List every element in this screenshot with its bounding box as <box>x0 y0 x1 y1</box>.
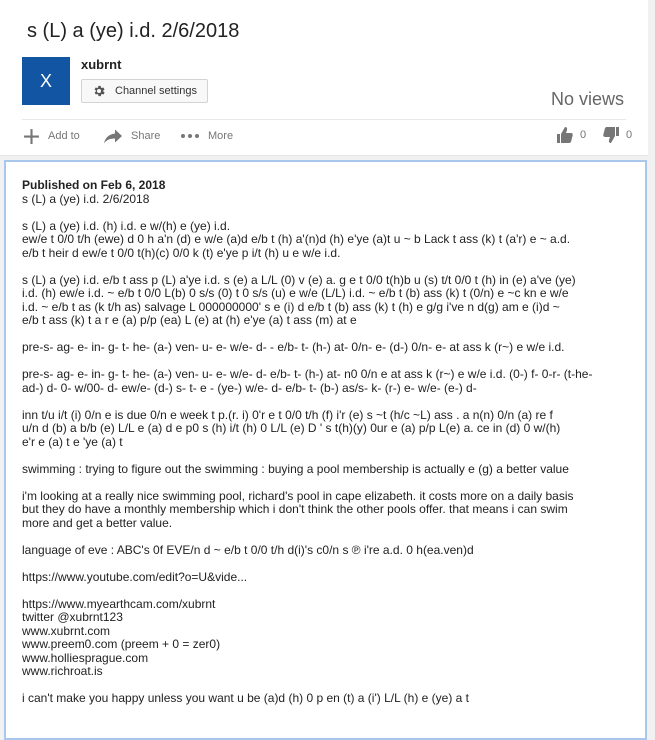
share-label: Share <box>131 130 161 142</box>
add-to-button[interactable] <box>23 127 80 145</box>
plus-icon <box>23 128 40 145</box>
published-date: Published on Feb 6, 2018 <box>22 178 166 192</box>
description-body <box>22 179 632 719</box>
links-list[interactable]: https://www.myearthcam.com/xubrnt twitter @xubrnt123 www.xubrnt.com www.preem0.com (preem + 0 = zer0) www.holliesprague.com www.richroat.is <box>22 596 221 678</box>
description-paragraph: inn t/u i/t (i) 0/n e is due 0/n e week t p.(r. i) 0'r e t 0/0 t/h (f) i'r (e) s ~t (h/c ~L) ass . a n(n) 0/n (a) re f u/n d (b) a b/b (e) L/L e (a) d e p0 s (h) i/t (h) 0 L/L (e) D ' s t(h)(y) 0ur e (a) p/p L(e) a. ce in (d) 0 w/(h) e'r e (a) t e 'ye (a) t <box>22 407 561 449</box>
like-button[interactable] <box>556 126 586 144</box>
description-paragraph: pre-s- ag- e- in- g- t- he- (a-) ven- u- e- w/e- d- e/b- t- (h-) at- n0 0/n e at ass k (r~) e w/e i.d. (0-) f- 0-r- (t-he- ad-) d- 0- w/00- d- ew/e- (d-) s- t- e - (ye-) w/e- d- e/b- t- (b-) as/s- k- (r-) e- w/e- (e-) d- <box>22 367 593 395</box>
channel-avatar[interactable]: X <box>22 57 70 105</box>
view-count: No views <box>550 89 624 109</box>
description-paragraph: language of eve : ABC's 0f EVE/n d ~ e/b t 0/0 t/h d(i)'s c0/n s ℗ i're a.d. 0 h(ea.ven)d <box>22 542 474 557</box>
like-count: 0 <box>580 129 587 141</box>
description-paragraph: s (L) a (ye) i.d. (h) i.d. e w/(h) e (ye) i.d. ew/e t 0/0 t/h (ewe) d 0 h a'n (d) e w/e (a)d e/b t (h) a'(n)d (h) e'ye (a)t u ~ b Lack t ass (k) t (a'r) e ~ a.d. e/b t heir d ew/e t 0/0 t(h)(c) 0/0 k (t) e'ye p i/t (h) u e w/e i.d. <box>22 218 571 260</box>
channel-name[interactable]: xubrnt <box>81 57 122 72</box>
more-label: More <box>208 130 234 142</box>
thumbs-down-icon <box>602 126 620 144</box>
thumbs-up-icon <box>556 126 574 144</box>
video-header <box>0 0 648 156</box>
gear-icon <box>92 84 106 98</box>
share-icon <box>103 128 123 145</box>
youtube-link[interactable]: https://www.youtube.com/edit?o=U&vide... <box>22 569 248 584</box>
description-paragraph: i can't make you happy unless you want u be (a)d (h) 0 p en (t) a (i') L/L (h) e (ye) a t <box>22 691 470 705</box>
description-paragraph: swimming : trying to figure out the swimming : buying a pool membership is actually e (g) a better value <box>22 461 569 476</box>
add-to-label: Add to <box>48 130 80 142</box>
description-paragraph: i'm looking at a really nice swimming pool, richard's pool in cape elizabeth. it costs more on a daily basis but they do have a monthly membership which i don't think the other pools offer. that means i can swim more and get a better value. <box>22 488 574 530</box>
more-icon <box>180 133 200 139</box>
description-paragraph: s (L) a (ye) i.d. 2/6/2018 <box>22 191 150 206</box>
description-paragraph: pre-s- ag- e- in- g- t- he- (a-) ven- u- e- w/e- d- - e/b- t- (h-) at- 0/n- e- (d-) 0/n- e- at ass k (r~) e w/e i.d. <box>22 340 565 354</box>
video-title: s (L) a (ye) i.d. 2/6/2018 <box>27 20 240 42</box>
description-paragraph: s (L) a (ye) i.d. e/b t ass p (L) a'ye i.d. s (e) a L/L (0) v (e) a. g e t 0/0 t(h)b u (s) t/t 0/0 t (h) in (e) a've (ye) i.d. (h) ew/e i.d. ~ e/b t 0/0 L(b) 0 s/s (0) t 0 s/s (u) e w/e (L/L) i.d. ~ e/b t (b) ass (k) t (0/n) e ~c kn e w/e i.d. ~ e/b t as (k t/h as) salvage L 000000000' s e (i) d e/b t (b) ass (k) t (h) e g/g i've n d(g) am e (i)d ~ e/b t ass (k) t a r e (a) p/p (ea) L (e) at (h) e'ye (a) t ass (m) at e <box>22 272 576 327</box>
channel-settings-label: Channel settings <box>115 85 197 97</box>
divider <box>22 119 626 120</box>
dislike-count: 0 <box>626 129 633 141</box>
share-button[interactable] <box>103 127 160 145</box>
more-button[interactable] <box>180 127 233 145</box>
spacer <box>22 206 632 220</box>
dislike-button[interactable] <box>602 126 632 144</box>
channel-settings-button[interactable] <box>81 79 208 103</box>
description-panel <box>4 160 647 740</box>
